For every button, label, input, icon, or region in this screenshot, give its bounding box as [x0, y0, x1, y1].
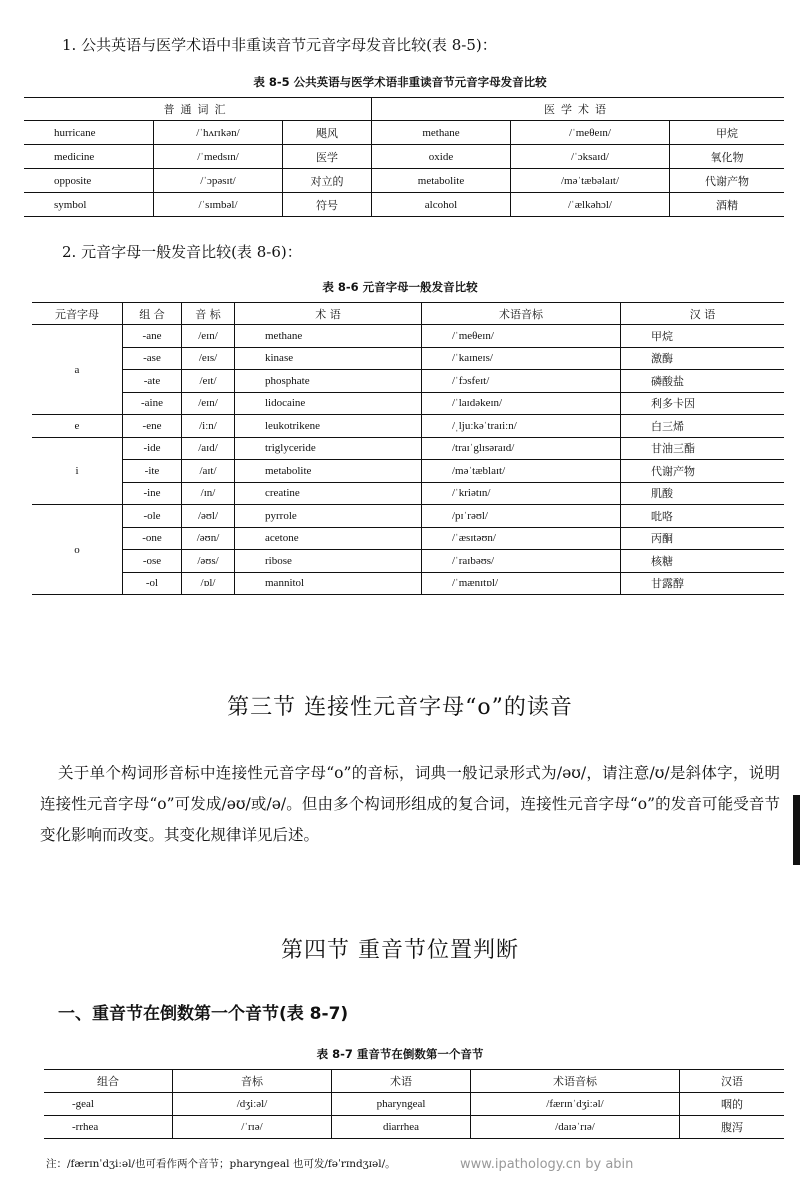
- table-cell: ribose: [235, 550, 422, 573]
- table-header: 汉 语: [621, 303, 785, 325]
- table-row: [24, 145, 784, 169]
- table-row: [32, 437, 784, 460]
- vowel-letter-cell: i: [32, 437, 123, 505]
- table-8-7-caption: 表 8-7 重音节在倒数第一个音节: [316, 1047, 484, 1061]
- table-cell: 白三烯: [621, 415, 785, 438]
- table-cell: methane: [235, 325, 422, 348]
- table-cell: /daɪəˈrɪə/: [471, 1116, 680, 1139]
- table-cell: /ɪn/: [182, 482, 235, 505]
- table-row: [32, 550, 784, 573]
- vowel-letter-cell: a: [32, 325, 123, 415]
- vowel-letter-cell: e: [32, 415, 123, 438]
- table-row: [24, 193, 784, 217]
- table-row: [32, 325, 784, 348]
- table-row: [32, 370, 784, 393]
- table-cell: 利多卡因: [621, 392, 785, 415]
- table-cell: 核糖: [621, 550, 785, 573]
- table-cell: /ˈmedsɪn/: [154, 145, 283, 169]
- table-cell: /ˌljuːkəˈtraɪiːn/: [422, 415, 621, 438]
- table-row: [32, 505, 784, 528]
- table-cell: /eɪs/: [182, 347, 235, 370]
- footnote: 注：/færɪnˈdʒiːəl/也可看作两个音节；pharyngeal 也可发/fəˈrɪndʒɪəl/。: [46, 1158, 396, 1170]
- table-cell: /ˈlaɪdəkeɪn/: [422, 392, 621, 415]
- table-cell: 吡咯: [621, 505, 785, 528]
- table-header: 术语音标: [471, 1070, 680, 1093]
- table-cell: /eɪn/: [182, 392, 235, 415]
- table-cell: metabolite: [235, 460, 422, 483]
- table-cell: 对立的: [283, 169, 372, 193]
- table-cell: -ole: [123, 505, 182, 528]
- section-4-title: 第四节 重音节位置判断: [281, 938, 519, 963]
- table-cell: /ɒl/: [182, 572, 235, 595]
- table-cell: /ˈmænɪtɒl/: [422, 572, 621, 595]
- table-cell: opposite: [24, 169, 154, 193]
- table-row: [32, 392, 784, 415]
- table-header: 音 标: [182, 303, 235, 325]
- table-header: 术 语: [235, 303, 422, 325]
- table-cell: /ˈælkəhɔl/: [511, 193, 670, 217]
- table-cell: /ˈraɪbəʊs/: [422, 550, 621, 573]
- table-cell: kinase: [235, 347, 422, 370]
- table-row: [32, 415, 784, 438]
- intro-table-8-5: 1. 公共英语与医学术语中非重读音节元音字母发音比较(表 8-5)：: [62, 36, 497, 54]
- table-row: [44, 1116, 784, 1139]
- table-cell: -rrhea: [44, 1116, 173, 1139]
- watermark: www.ipathology.cn by abin: [460, 1157, 634, 1172]
- table-cell: -one: [123, 527, 182, 550]
- table-cell: creatine: [235, 482, 422, 505]
- table-cell: 代谢产物: [621, 460, 785, 483]
- table-cell: /ˈæsɪtəʊn/: [422, 527, 621, 550]
- table-cell: /aɪd/: [182, 437, 235, 460]
- table-row: [32, 460, 784, 483]
- table-cell: /ˈrɪə/: [173, 1116, 332, 1139]
- table-cell: 甲烷: [621, 325, 785, 348]
- table-cell: /ˈhʌrɪkən/: [154, 121, 283, 145]
- table-row: [44, 1093, 784, 1116]
- table-cell: /eɪt/: [182, 370, 235, 393]
- table-cell: 代谢产物: [670, 169, 785, 193]
- table-cell: -ase: [123, 347, 182, 370]
- table-cell: /dʒiːəl/: [173, 1093, 332, 1116]
- table-cell: hurricane: [24, 121, 154, 145]
- page-edge-mark: [793, 795, 800, 865]
- table-cell: /ˈsɪmbəl/: [154, 193, 283, 217]
- table-cell: 咽的: [680, 1093, 785, 1116]
- table-cell: -ol: [123, 572, 182, 595]
- table-header: 汉语: [680, 1070, 785, 1093]
- table-header: 术语音标: [422, 303, 621, 325]
- section-3-title: 第三节 连接性元音字母“o”的读音: [227, 695, 573, 720]
- table-cell: /ˈkriətɪn/: [422, 482, 621, 505]
- table-cell: 肌酸: [621, 482, 785, 505]
- table-cell: /məˈtæblaɪt/: [422, 460, 621, 483]
- table-cell: medicine: [24, 145, 154, 169]
- table-cell: -geal: [44, 1093, 173, 1116]
- table-cell: 甲烷: [670, 121, 785, 145]
- table-cell: -ane: [123, 325, 182, 348]
- table-cell: 符号: [283, 193, 372, 217]
- table-cell: oxide: [372, 145, 511, 169]
- table-cell: /ˈkaɪneɪs/: [422, 347, 621, 370]
- table-header: 音标: [173, 1070, 332, 1093]
- table-cell: lidocaine: [235, 392, 422, 415]
- table-cell: 甘油三酯: [621, 437, 785, 460]
- table-cell: /iːn/: [182, 415, 235, 438]
- table-cell: alcohol: [372, 193, 511, 217]
- table-cell: diarrhea: [332, 1116, 471, 1139]
- table-cell: 磷酸盐: [621, 370, 785, 393]
- table-cell: triglyceride: [235, 437, 422, 460]
- table-cell: /əʊs/: [182, 550, 235, 573]
- table-cell: 激酶: [621, 347, 785, 370]
- table-cell: -ate: [123, 370, 182, 393]
- table-cell: /məˈtæbəlaɪt/: [511, 169, 670, 193]
- table-8-6: [32, 302, 784, 595]
- table-cell: /ˈɔpəsɪt/: [154, 169, 283, 193]
- table-cell: /aɪt/: [182, 460, 235, 483]
- table-cell: 腹泻: [680, 1116, 785, 1139]
- table-cell: /traɪˈglɪsəraɪd/: [422, 437, 621, 460]
- table-cell: -ine: [123, 482, 182, 505]
- table-cell: 酒精: [670, 193, 785, 217]
- table-cell: methane: [372, 121, 511, 145]
- table-header: 组 合: [123, 303, 182, 325]
- table-header: 组合: [44, 1070, 173, 1093]
- table-cell: 飓风: [283, 121, 372, 145]
- table-cell: -ose: [123, 550, 182, 573]
- table-row: [32, 347, 784, 370]
- table-cell: symbol: [24, 193, 154, 217]
- table-8-5-head-medical: 医学术语: [372, 98, 785, 121]
- table-8-5-caption: 表 8-5 公共英语与医学术语非重读音节元音字母发音比较: [253, 75, 547, 89]
- table-cell: mannitol: [235, 572, 422, 595]
- subheading-1: 一、重音节在倒数第一个音节(表 8-7): [58, 1004, 349, 1024]
- table-cell: 医学: [283, 145, 372, 169]
- table-cell: metabolite: [372, 169, 511, 193]
- table-cell: /əʊn/: [182, 527, 235, 550]
- table-cell: -aine: [123, 392, 182, 415]
- table-cell: 氧化物: [670, 145, 785, 169]
- table-cell: 丙酮: [621, 527, 785, 550]
- table-cell: pharyngeal: [332, 1093, 471, 1116]
- section-3-paragraph: 关于单个构词形音标中连接性元音字母“o”的音标，词典一般记录形式为/əʊ/，请注意/ʊ/是斜体字，说明连接性元音字母“o”可发成/əʊ/或/ə/。但由多个构词形组成的复合词，连接性元音字母“o”的发音可能受音节变化影响而改变。其变化规律详见后述。: [40, 764, 780, 844]
- table-cell: /ˈɔksaɪd/: [511, 145, 670, 169]
- table-cell: pyrrole: [235, 505, 422, 528]
- table-header: 术语: [332, 1070, 471, 1093]
- table-row: [32, 572, 784, 595]
- table-cell: /əʊl/: [182, 505, 235, 528]
- table-row: [24, 121, 784, 145]
- table-cell: /pɪˈrəʊl/: [422, 505, 621, 528]
- table-cell: phosphate: [235, 370, 422, 393]
- table-row: [24, 169, 784, 193]
- table-cell: /ˈmeθeɪn/: [422, 325, 621, 348]
- table-cell: 甘露醇: [621, 572, 785, 595]
- table-cell: /ˈmeθeɪn/: [511, 121, 670, 145]
- table-header: 元音字母: [32, 303, 123, 325]
- table-cell: -ide: [123, 437, 182, 460]
- table-8-7: [44, 1069, 784, 1139]
- table-cell: acetone: [235, 527, 422, 550]
- table-cell: /færɪnˈdʒiːəl/: [471, 1093, 680, 1116]
- table-row: [32, 527, 784, 550]
- table-8-6-caption: 表 8-6 元音字母一般发音比较: [322, 280, 478, 294]
- table-cell: leukotrikene: [235, 415, 422, 438]
- table-cell: -ite: [123, 460, 182, 483]
- table-8-5: [24, 97, 784, 217]
- table-cell: /ˈfɔsfeɪt/: [422, 370, 621, 393]
- table-cell: /eɪn/: [182, 325, 235, 348]
- table-8-5-head-general: 普通词汇: [24, 98, 372, 121]
- table-cell: -ene: [123, 415, 182, 438]
- table-row: [32, 482, 784, 505]
- intro-table-8-6: 2. 元音字母一般发音比较(表 8-6)：: [62, 243, 302, 261]
- vowel-letter-cell: o: [32, 505, 123, 595]
